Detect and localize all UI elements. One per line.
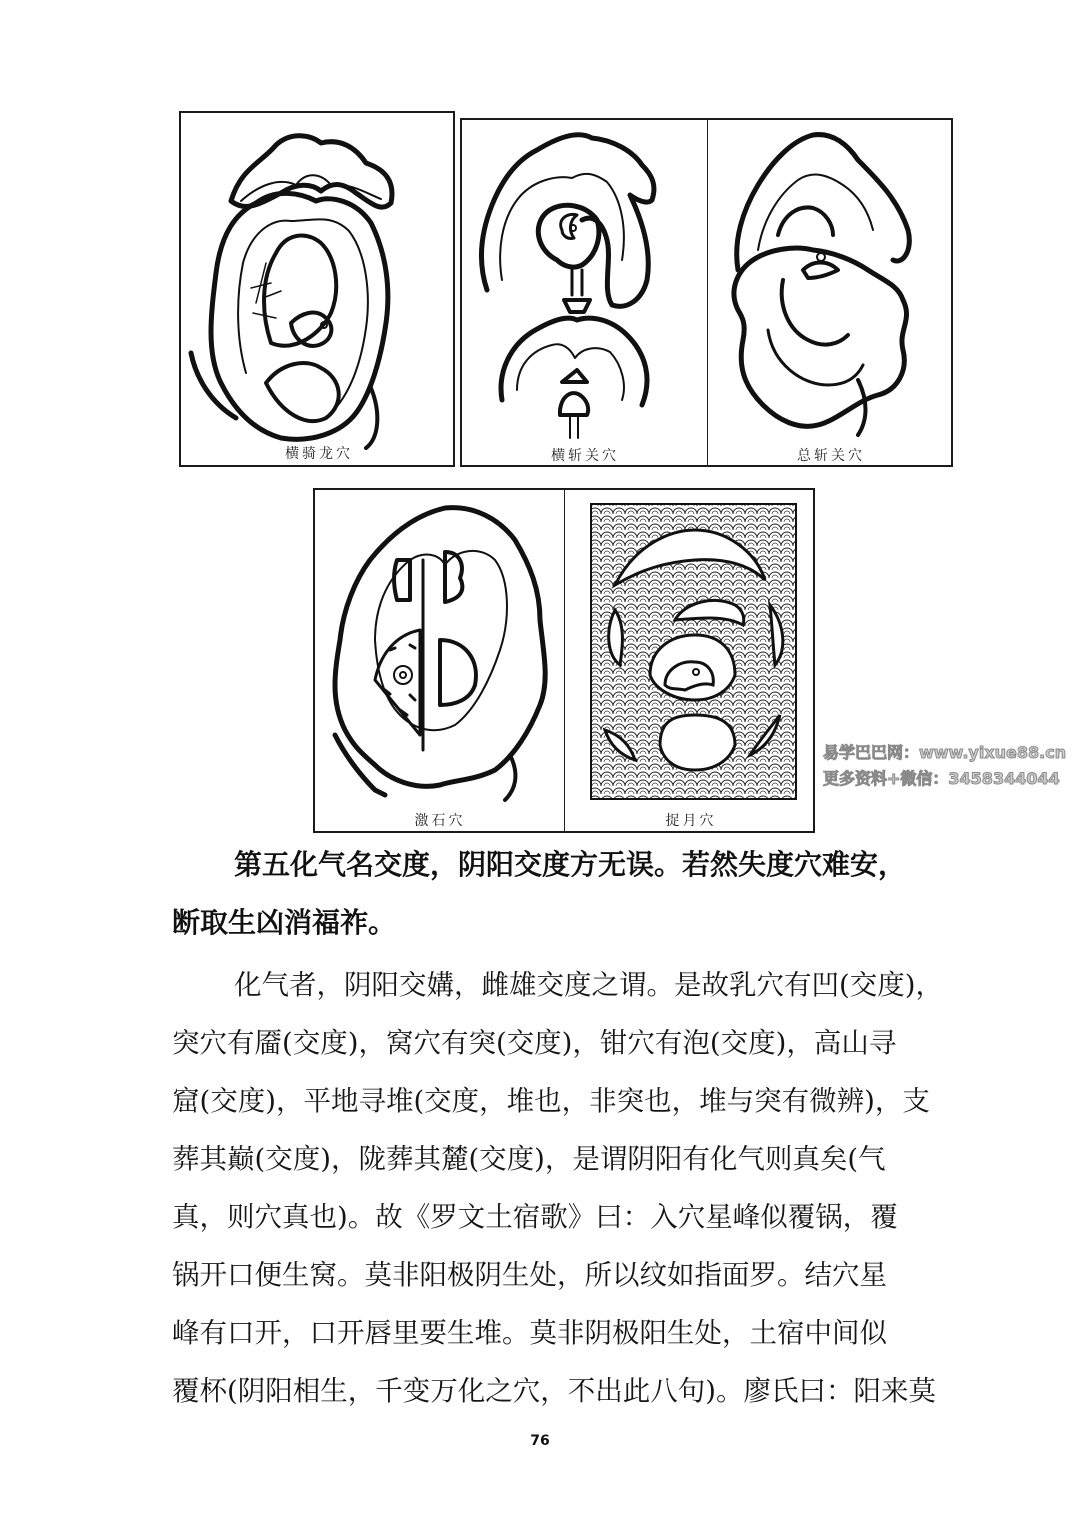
body-line: 真，则穴真也)。故《罗文土宿歌》曰：入穴星峰似覆锅，覆 (172, 1201, 898, 1233)
figure-divider (564, 490, 565, 831)
figure-caption: 横斩关穴 (551, 448, 619, 464)
terrain-diagram-icon (462, 120, 708, 465)
figure-group-zhan-guan (460, 118, 953, 467)
terrain-diagram-icon (181, 113, 453, 465)
body-line: 突穴有靥(交度)，窝穴有突(交度)，钳穴有泡(交度)，高山寻 (172, 1027, 897, 1059)
body-paragraph (172, 956, 952, 1420)
figure-heng-qi-long (179, 111, 455, 467)
figure-caption: 捉月穴 (665, 813, 717, 829)
page-number: 76 (530, 1433, 550, 1449)
body-line: 窟(交度)，平地寻堆(交度，堆也，非突也，堆与突有微辨)，支 (172, 1085, 930, 1117)
figure-caption: 横骑龙穴 (285, 446, 353, 462)
verse-block (172, 836, 952, 952)
body-line: 锅开口便生窝。莫非阳极阴生处，所以纹如指面罗。结穴星 (172, 1259, 887, 1291)
body-line: 峰有口开，口开唇里要生堆。莫非阴极阳生处，土宿中间似 (172, 1317, 887, 1349)
figure-caption: 激石穴 (414, 813, 466, 829)
verse-line: 断取生凶消福祚。 (172, 906, 397, 939)
figure-group-bottom (313, 488, 815, 833)
terrain-diagram-icon (708, 120, 954, 465)
watermark-line-1: 易学巴巴网：www.yixue88.cn (823, 743, 1067, 762)
body-line: 化气者，阴阳交媾，雌雄交度之谓。是故乳穴有凹(交度)， (234, 969, 943, 1001)
verse-line: 第五化气名交度，阴阳交度方无误。若然失度穴难安， (234, 848, 907, 881)
terrain-diagram-icon (315, 490, 565, 831)
figure-caption: 总斩关穴 (797, 448, 865, 464)
body-line: 覆杯(阴阳相生，千变万化之穴，不出此八句)。廖氏曰：阳来莫 (172, 1375, 936, 1407)
body-line: 葬其巅(交度)，陇葬其麓(交度)，是谓阴阳有化气则真矣(气 (172, 1143, 886, 1175)
figure-divider (707, 120, 708, 465)
moon-pattern-diagram-icon (565, 490, 817, 831)
watermark-line-2: 更多资料+微信：3458344044 (823, 769, 1060, 788)
